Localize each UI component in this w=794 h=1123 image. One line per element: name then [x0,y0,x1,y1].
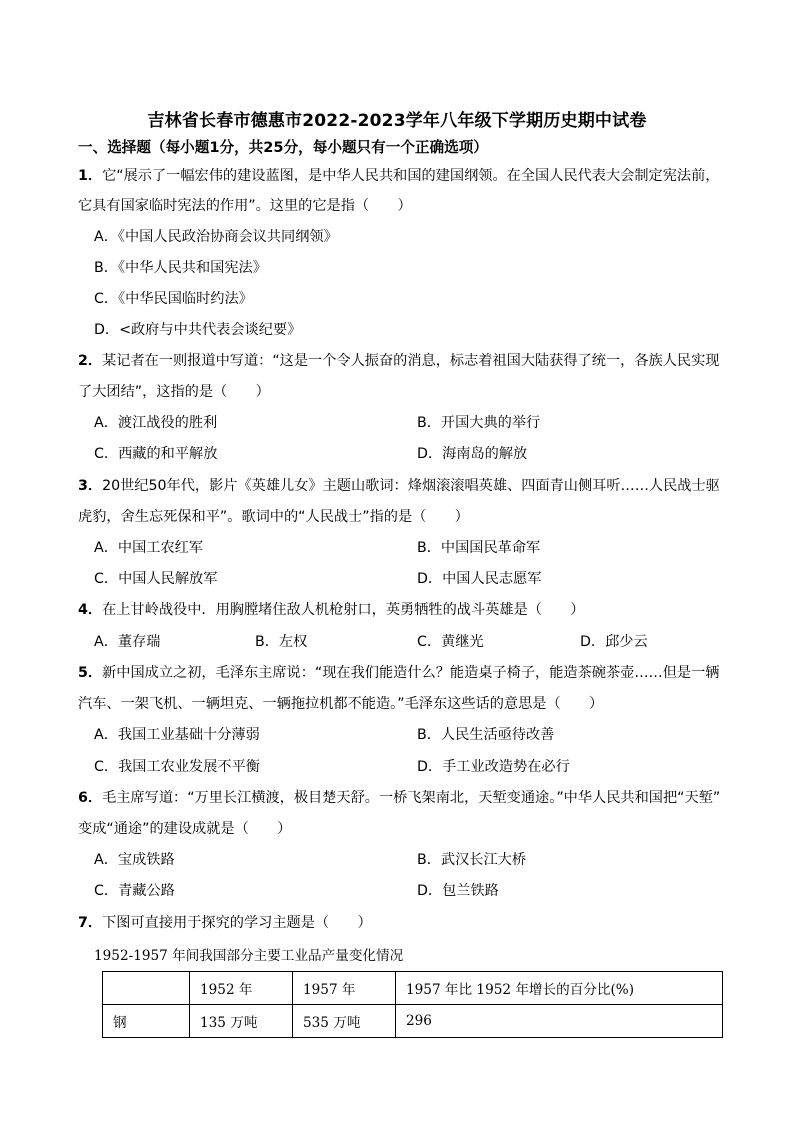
question-3-option-a[interactable]: A．中国工农红军 [94,540,204,556]
table-header-cell: 1957 年比 1952 年增长的百分比(%) [396,972,723,1005]
question-6-option-c[interactable]: C．青藏公路 [94,883,175,899]
question-5-option-c[interactable]: C．我国工农业发展不平衡 [94,759,260,775]
question-1-option-d[interactable]: D．<政府与中共代表会谈纪要》 [94,322,302,338]
table-cell: 135 万吨 [190,1005,293,1038]
page-title: 吉林省长春市德惠市2022-2023学年八年级下学期历史期中试卷 [147,111,647,131]
question-5-line-1: 5．新中国成立之初，毛泽东主席说：“现在我们能造什么？能造桌子椅子，能造茶碗茶壶……但是一辆 [78,665,720,681]
question-number: 4． [78,602,103,618]
question-7-line-1: 7．下图可直接用于探究的学习主题是（ ） [78,915,372,931]
question-1-option-a[interactable]: A．《中国人民政治协商会议共同纲领》 [94,229,338,245]
question-4-option-d[interactable]: D．邱少云 [580,634,648,650]
question-6-line-1: 6．毛主席写道：“万里长江横渡，极目楚天舒。一桥飞架南北，天堑变通途。”中华人民共和国把“天堑” [78,790,721,806]
production-table [102,971,723,1038]
question-6-line-2: 变成“通途”的建设成就是（ ） [78,821,292,837]
question-2-line-2: 了大团结”，这指的是（ ） [78,384,270,400]
question-2-line-1: 2．某记者在一则报道中写道：“这是一个令人振奋的消息，标志着祖国大陆获得了统一，各族人民实现 [78,353,720,369]
question-4-line-1: 4．在上甘岭战役中．用胸膛堵住敌人机枪射口，英勇牺牲的战斗英雄是（ ） [78,602,585,618]
question-6-option-d[interactable]: D．包兰铁路 [417,883,499,899]
question-number: 3． [78,478,103,494]
question-5-option-d[interactable]: D．手工业改造势在必行 [417,759,570,775]
table-header-cell: 1952 年 [190,972,293,1005]
section-heading: 一、选择题（每小题1分，共25分，每小题只有一个正确选项） [78,139,488,156]
table-header-row [103,972,723,1005]
question-5-option-a[interactable]: A．我国工业基础十分薄弱 [94,727,260,743]
question-3-option-d[interactable]: D．中国人民志愿军 [417,571,542,587]
question-number: 7． [78,915,103,931]
question-number: 1． [78,168,103,184]
question-2-option-a[interactable]: A．渡江战役的胜利 [94,415,218,431]
table-caption: 1952-1957 年间我国部分主要工业品产量变化情况 [94,948,404,964]
question-number: 2． [78,353,103,369]
question-6-option-a[interactable]: A．宝成铁路 [94,852,175,868]
question-number: 5． [78,665,103,681]
question-3-line-1: 3．20世纪50年代，影片《英雄儿女》主题山歌词：烽烟滚滚唱英雄、四面青山侧耳听……人民战士驱 [78,478,720,494]
table-cell: 296 [396,1005,723,1038]
question-3-line-2: 虎豹，舍生忘死保和平”。歌词中的“人民战士”指的是（ ） [78,509,469,525]
question-1-line-2: 它具有国家临时宪法的作用”。这里的它是指（ ） [78,198,412,214]
question-number: 6． [78,790,103,806]
question-1-option-b[interactable]: B．《中华人民共和国宪法》 [94,260,267,276]
question-1-option-c[interactable]: C．《中华民国临时约法》 [94,291,253,307]
question-3-option-c[interactable]: C．中国人民解放军 [94,571,218,587]
question-5-line-2: 汽车、一架飞机、一辆坦克、一辆拖拉机都不能造。”毛泽东这些话的意思是（ ） [78,696,604,712]
table-row [103,1005,723,1038]
question-1-line-1: 1．它“展示了一幅宏伟的建设蓝图，是中华人民共和国的建国纲领。在全国人民代表大会制定宪法前， [78,168,720,184]
table-cell: 535 万吨 [293,1005,396,1038]
question-2-option-d[interactable]: D．海南岛的解放 [417,446,528,462]
question-3-option-b[interactable]: B．中国国民革命军 [417,540,541,556]
question-4-option-a[interactable]: A．董存瑞 [94,634,161,650]
table-cell: 钢 [103,1005,190,1038]
table-header-cell [103,972,190,1005]
question-4-option-c[interactable]: C．黄继光 [417,634,484,650]
question-5-option-b[interactable]: B．人民生活亟待改善 [417,727,555,743]
question-4-option-b[interactable]: B．左权 [255,634,308,650]
table-header-cell: 1957 年 [293,972,396,1005]
question-6-option-b[interactable]: B．武汉长江大桥 [417,852,527,868]
question-2-option-c[interactable]: C．西藏的和平解放 [94,446,218,462]
question-2-option-b[interactable]: B．开国大典的举行 [417,415,541,431]
